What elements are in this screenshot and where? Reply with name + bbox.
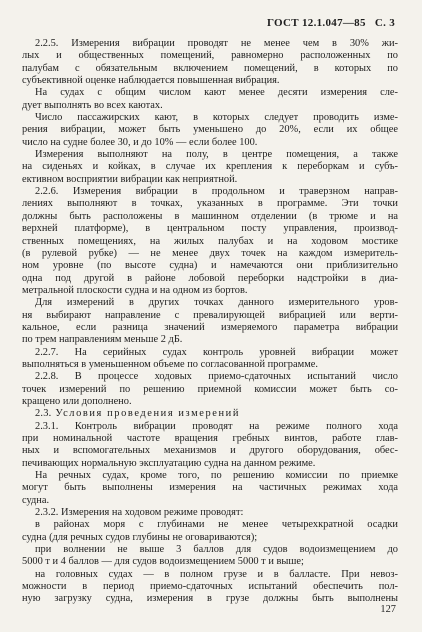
text-line: в районах моря с глубинами не менее четырехкратной осадки bbox=[35, 519, 398, 531]
text-line: 2.2.6. Измерения вибрации в продольном и траверзном направ- bbox=[35, 186, 398, 198]
text-line: кращено или дополнено. bbox=[22, 395, 132, 407]
text-line: должны быть расположены в машинном отделении (в трюме и на bbox=[22, 210, 398, 222]
text-line: Измерения выполняют на полу, в центре помещения, а также bbox=[35, 149, 398, 161]
text-line: лых и общественных помещений, равномерно расположенных по bbox=[22, 50, 398, 62]
text-line: ных и вспомогательных механизмов и другого оборудования, обес- bbox=[22, 445, 398, 457]
text-line: кальное, если разница значений измеряемого параметра вибрации bbox=[22, 321, 398, 333]
text-line: печивающих нормальную эксплуатацию судна на данном режиме. bbox=[22, 457, 316, 469]
text-line: субъективной оценке наблюдается повышенная вибрация. bbox=[22, 75, 280, 87]
body-text bbox=[22, 38, 398, 606]
text-line: 5000 т и 4 баллов — для судов водоизмещением 5000 т и выше; bbox=[22, 556, 304, 568]
text-line: на сиденьях и койках, в случае их крепления к переборкам и субъ- bbox=[22, 161, 398, 173]
text-line: судна (для речных судов глубины не оговариваются); bbox=[22, 531, 258, 543]
text-line: ня выбирают направление с превалирующей вибрацией или верти- bbox=[22, 309, 398, 321]
text-line: палубам с обязательным включением помещений, в которых по bbox=[22, 62, 398, 74]
text-line: На речных судах, кроме того, по решению комиссии по приемке bbox=[35, 470, 398, 482]
text-line: метральной плоскости судна и на одном из бортов. bbox=[22, 284, 248, 296]
header-page-ref: С. 3 bbox=[374, 17, 395, 29]
text-line: на головных судах — в полном грузе и в балласте. При невоз- bbox=[35, 568, 398, 580]
subheading-title: Условия проведения измерений bbox=[55, 408, 240, 420]
text-line: число на судне более 30, и до 10% — если более 100. bbox=[22, 136, 258, 148]
text-line: при номинальной частоте вращения гребных винтов, работе глав- bbox=[22, 433, 398, 444]
text-line: могут быть выполнены измерения на частичных режимах хода bbox=[22, 482, 398, 494]
text-line: 2.3.1. Контроль вибрации проводят на режиме полного хода bbox=[35, 420, 398, 432]
text-line: лениях выполняют в точках, указанных в программе. Эти точки bbox=[22, 198, 398, 210]
text-line: ную загрузку судна, измерения в грузе должны быть выполнены bbox=[22, 593, 398, 605]
text-line: Для измерений в других точках данного измерительного уров- bbox=[35, 297, 398, 309]
text-line: Число пассажирских кают, в которых следует проводить изме- bbox=[35, 112, 398, 124]
page-header bbox=[267, 17, 395, 29]
text-line: ективном восприятии вибрации как неприятной. bbox=[22, 173, 238, 185]
text-line: ственных помещениях, на жилых палубах и на ходовом мостике bbox=[22, 235, 398, 247]
text-line: На судах с общим числом кают менее десяти измерения сле- bbox=[35, 87, 398, 99]
text-line: (в рулевой рубке) — не менее двух точек на каждом измеритель- bbox=[22, 247, 398, 259]
text-line: 2.3.2. Измерения на ходовом режиме проводят: bbox=[35, 507, 244, 519]
section-subheading bbox=[22, 408, 398, 420]
standard-code: ГОСТ 12.1.047—85 bbox=[267, 17, 366, 29]
text-line: выполняться в уменьшенном объеме по согласованной программе. bbox=[22, 358, 318, 370]
text-line: дует выполнять во всех каютах. bbox=[22, 99, 163, 111]
text-line: рения вибрации, может быть уменьшено до 20%, если их общее bbox=[22, 124, 398, 136]
text-line: можности в период приемо-сдаточных испытаний обеспечить пол- bbox=[22, 581, 398, 593]
text-line: судна. bbox=[22, 494, 50, 506]
text-line: при волнении не выше 3 баллов для судов водоизмещением до bbox=[35, 544, 398, 556]
page-number: 127 bbox=[380, 604, 396, 615]
text-line: 2.2.7. На серийных судах контроль уровней вибрации может bbox=[35, 346, 398, 358]
subheading-number: 2.3. bbox=[35, 408, 52, 420]
text-line: 2.2.5. Измерения вибрации проводят не менее чем в 30% жи- bbox=[35, 38, 398, 49]
text-line: по трем направлениям меньше 2 дБ. bbox=[22, 334, 183, 346]
text-line: 2.2.8. В процессе ходовых приемо-сдаточных испытаний число bbox=[35, 371, 398, 383]
text-line: ном уровне (по высоте судна) и намечаются они приблизительно bbox=[22, 260, 398, 272]
text-line: верхней платформе), в центральном посту управления, производ- bbox=[22, 223, 398, 235]
text-line: точек измерений по решению приемной комиссии может быть со- bbox=[22, 383, 398, 395]
text-line: одна под другой в районе лобовой переборки надстройки в диа- bbox=[22, 272, 398, 284]
